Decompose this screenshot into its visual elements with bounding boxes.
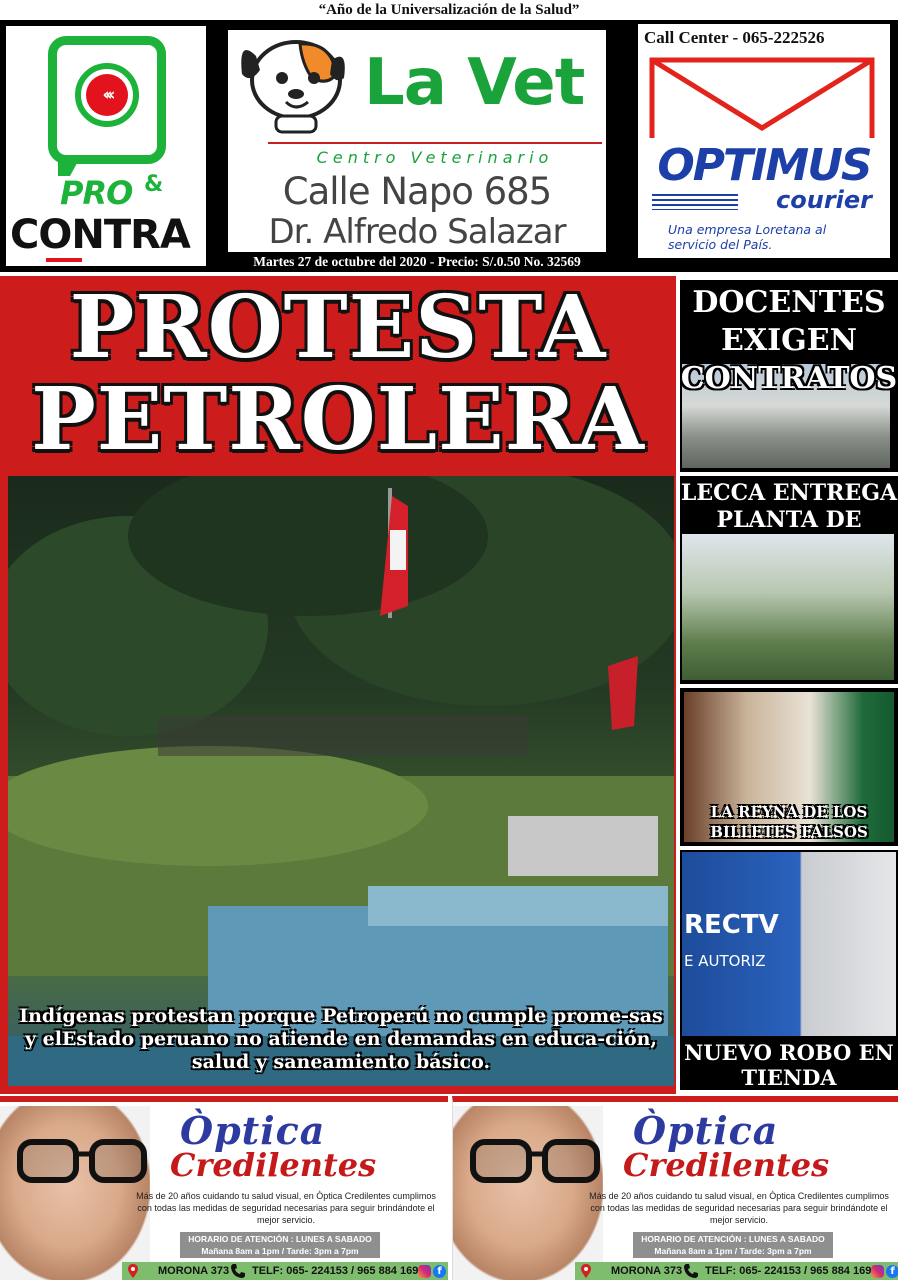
optica-ad-right[interactable] <box>452 1096 898 1280</box>
optica-phone: TELF: 065- 224153 / 965 884 169 <box>705 1265 872 1277</box>
optimus-advertisement <box>638 24 890 258</box>
hours-title: HORARIO DE ATENCIÓN : LUNES A SABADO <box>641 1234 825 1244</box>
side-story-billetes[interactable] <box>680 688 898 846</box>
side-story-title: LA REYNA DE LOS BILLETES FALSOS <box>710 803 868 841</box>
vet-address: Calle Napo 685 <box>282 170 552 213</box>
bottom-ads <box>0 1096 898 1280</box>
protest-scene-illustration <box>8 476 674 1086</box>
logo-pro-text: PRO <box>60 174 133 212</box>
optimus-courier: courier <box>776 186 872 214</box>
glasses-icon <box>463 1132 603 1192</box>
optimus-name: OPTIMUS <box>657 140 871 191</box>
side-story-robo[interactable] <box>680 850 898 1090</box>
main-story[interactable] <box>0 276 676 1094</box>
optica-brand: Credilentes <box>170 1146 377 1184</box>
optica-phone: TELF: 065- 224153 / 965 884 169 <box>252 1265 419 1277</box>
side-column <box>680 276 898 1094</box>
vet-advertisement <box>228 30 606 252</box>
optica-hours <box>180 1232 380 1258</box>
headline-line-2: PETROLERA <box>31 369 645 470</box>
pro-contra-logo <box>6 26 206 266</box>
optica-body: Más de 20 años cuidando tu salud visual, en Òptica Credilentes cumplimos con todas las medidas de seguridad necesarias para seguir brindándote el mejor servicio. <box>136 1191 436 1225</box>
side-story-docentes[interactable] <box>680 280 898 472</box>
optica-body: Más de 20 años cuidando tu salud visual, en Òptica Credilentes cumplimos con todas las medidas de seguridad necesarias para seguir brindándote el mejor servicio. <box>589 1191 889 1225</box>
call-center-text: Call Center - 065-222526 <box>644 28 825 47</box>
facebook-icon[interactable]: f <box>886 1265 898 1278</box>
optica-contact-strip <box>122 1262 448 1280</box>
optica-address: MORONA 373 <box>158 1265 230 1277</box>
hours-title: HORARIO DE ATENCIÓN : LUNES A SABADO <box>188 1234 372 1244</box>
side-story-title: DOCENTES EXIGEN CONTRATOS <box>680 285 898 396</box>
headline-line-1: PROTESTA <box>69 277 607 378</box>
vet-title: La Vet <box>364 46 585 120</box>
planta-agua-photo <box>682 534 894 680</box>
optica-brand: Credilentes <box>623 1146 830 1184</box>
side-story-title: NUEVO ROBO EN TIENDA <box>684 1040 894 1090</box>
main-headline <box>0 277 676 470</box>
vet-doctor: Dr. Alfredo Salazar <box>268 212 566 252</box>
main-story-photo <box>8 476 674 1086</box>
phone-icon <box>230 1263 246 1279</box>
robo-photo <box>682 852 896 1036</box>
photo-sign-text: RECTV <box>684 910 779 940</box>
logo-red-bar <box>46 258 82 262</box>
optica-title: Òptica <box>633 1108 779 1153</box>
location-pin-icon <box>581 1264 591 1278</box>
main-story-caption: Indígenas protestan porque Petroperú no cumple prome-sas y elEstado peruano no atiende en demandas en educa-ción, salud y saneamiento básico. <box>19 1005 663 1073</box>
hours-detail: Mañana 8am a 1pm / Tarde: 3pm a 7pm <box>201 1246 359 1256</box>
optica-ad-left[interactable] <box>0 1096 448 1280</box>
vet-subtitle: Centro Veterinario <box>316 148 554 167</box>
rewind-icon: ‹‹‹ <box>75 63 139 127</box>
photo-sign-text-2: E AUTORIZ <box>684 952 766 970</box>
instagram-icon[interactable] <box>418 1265 431 1278</box>
side-story-planta-agua[interactable] <box>680 476 898 684</box>
optica-address: MORONA 373 <box>611 1265 683 1277</box>
phone-icon <box>683 1263 699 1279</box>
envelope-icon <box>646 50 878 142</box>
top-motto: “Año de la Universalización de la Salud” <box>318 2 580 18</box>
edition-line: Martes 27 de octubre del 2020 - Precio: S/.0.50 No. 32569 <box>253 254 581 269</box>
side-story-title: LECCA ENTREGA PLANTA DE <box>680 480 898 533</box>
instagram-icon[interactable] <box>871 1265 884 1278</box>
optimus-tagline: Una empresa Loretana al servicio del País. <box>668 222 827 252</box>
glasses-icon <box>10 1132 150 1192</box>
logo-amp-text: & <box>144 172 164 197</box>
hours-detail: Mañana 8am a 1pm / Tarde: 3pm a 7pm <box>654 1246 812 1256</box>
optica-title: Òptica <box>180 1108 326 1153</box>
optimus-stripes <box>652 194 738 210</box>
vet-divider <box>268 142 602 144</box>
location-pin-icon <box>128 1264 138 1278</box>
facebook-icon[interactable]: f <box>433 1265 446 1278</box>
optica-contact-strip <box>575 1262 898 1280</box>
logo-contra-text: CONTRA <box>10 212 190 258</box>
masthead <box>0 20 898 272</box>
logo-speech-bubble <box>48 36 166 164</box>
optica-hours <box>633 1232 833 1258</box>
dog-icon <box>236 34 348 138</box>
